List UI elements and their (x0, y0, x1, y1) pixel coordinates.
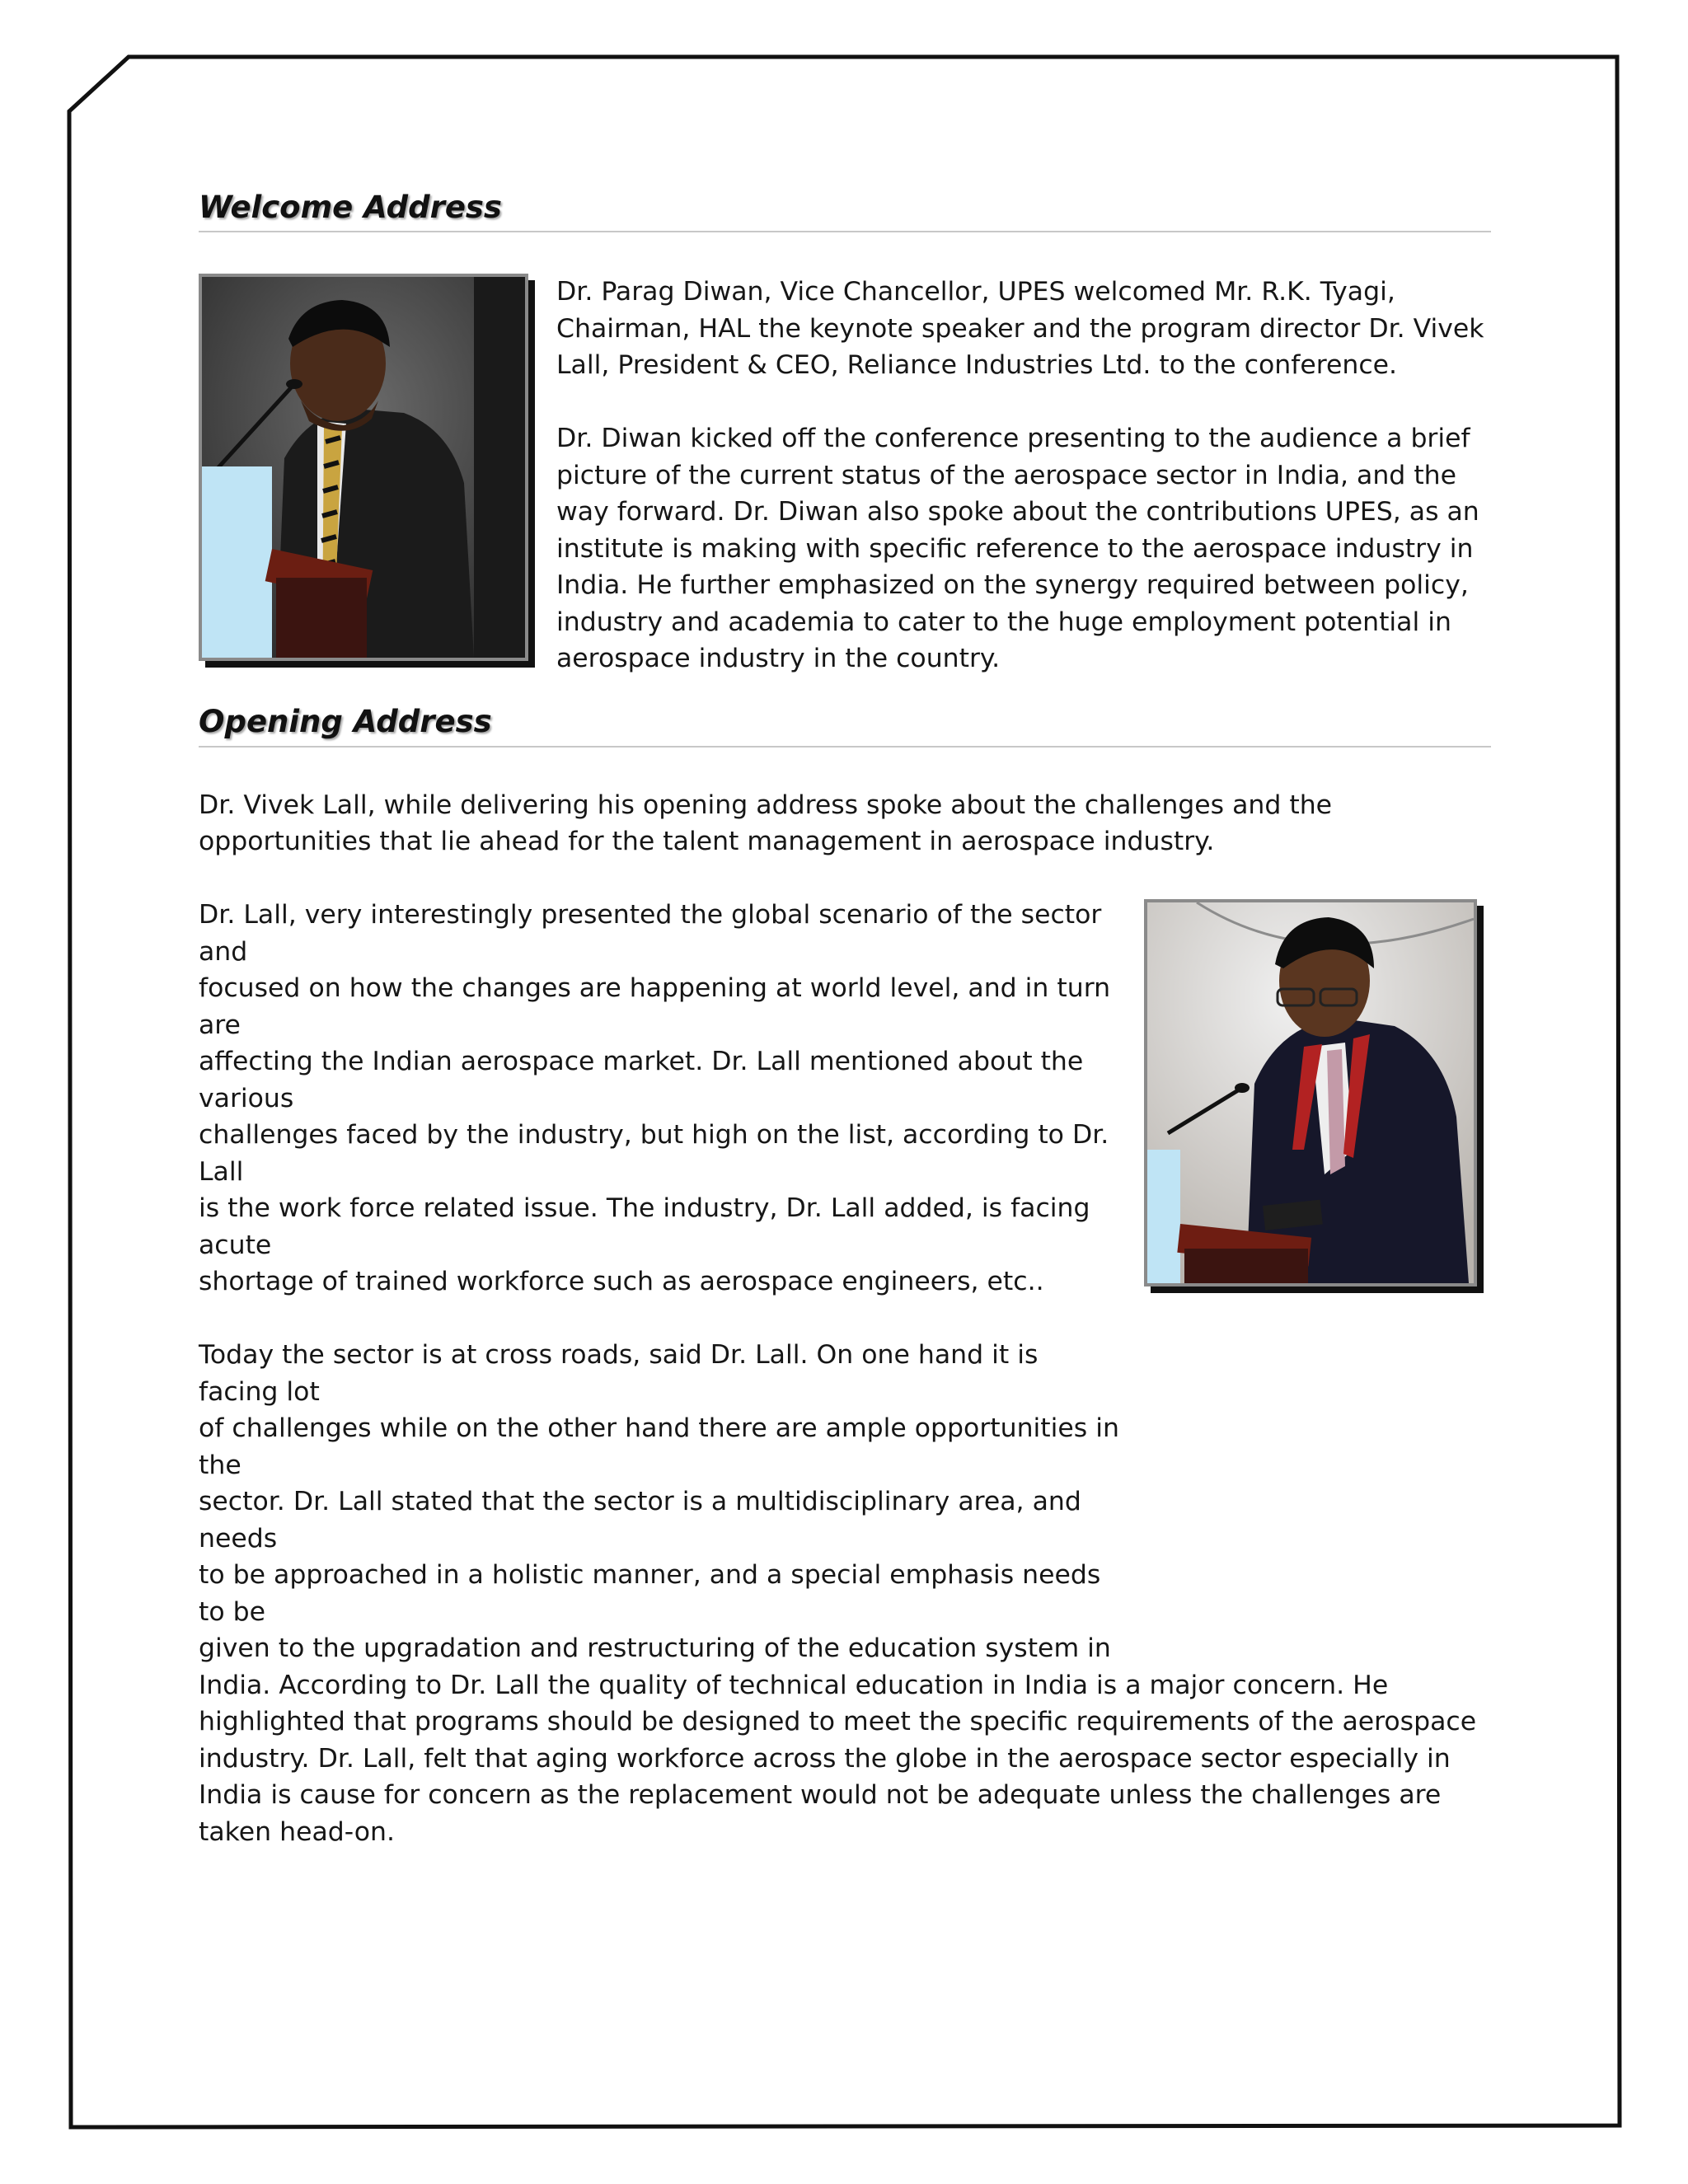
opening-p3-line: of challenges while on the other hand there are ample opportunities in the (199, 1413, 1119, 1480)
opening-p2-line: is the work force related issue. The industry, Dr. Lall added, is facing acute (199, 1193, 1090, 1260)
opening-p2-line: challenges faced by the industry, but high on the list, according to Dr. Lall (199, 1120, 1109, 1187)
lall-photo (1144, 899, 1477, 1286)
speaker-photo-icon (202, 277, 525, 658)
welcome-section (199, 274, 1491, 674)
speaker-photo-icon (1147, 902, 1474, 1283)
opening-p2-line: focused on how the changes are happening at world level, and in turn are (199, 973, 1111, 1040)
opening-intro-paragraph: Dr. Vivek Lall, while delivering his opening address spoke about the challenges and the opportunities that lie ahead for the talent management in aerospace industry. (199, 790, 1333, 857)
welcome-text (556, 274, 1491, 677)
opening-p2-line: affecting the Indian aerospace market. Dr. Lall mentioned about the various (199, 1047, 1084, 1113)
welcome-paragraph-2: Dr. Diwan kicked off the conference presenting to the audience a brief picture of the current status of the aerospace sector in India, and the way forward. Dr. Diwan also spoke about the contributions UPES, as an institute is making with specific reference to the aerospace industry in India. He further emphasized on the synergy required between policy, industry and academia to cater to the huge employment potential in aerospace industry in the country. (556, 424, 1479, 674)
opening-p3-line: sector. Dr. Lall stated that the sector is a multidisciplinary area, and needs (199, 1487, 1081, 1554)
opening-p3-line: given to the upgradation and restructuring of the education system in (199, 1633, 1111, 1664)
diwan-photo (199, 274, 528, 661)
welcome-paragraph-1: Dr. Parag Diwan, Vice Chancellor, UPES welcomed Mr. R.K. Tyagi, Chairman, HAL the keynote speaker and the program director Dr. Vivek Lall, President & CEO, Reliance Industries Ltd. to the conference. (556, 277, 1484, 381)
opening-p2-line: Dr. Lall, very interestingly presented the global scenario of the sector and (199, 900, 1102, 967)
opening-p3-line: Today the sector is at cross roads, said Dr. Lall. On one hand it is facing lot (199, 1340, 1039, 1407)
opening-paragraph-2 (199, 897, 1122, 1301)
opening-paragraph-3-continued: India. According to Dr. Lall the quality of technical education in India is a major concern. He highlighted that programs should be designed to meet the specific requirements of the aerospace industry. Dr. Lall, felt that aging workforce across the globe in the aerospace sector especially in India is cause for concern as the replacement would not be adequate unless the challenges are taken head-on. (199, 1670, 1477, 1847)
opening-section (199, 897, 1491, 1850)
opening-p2-line: shortage of trained workforce such as aerospace engineers, etc.. (199, 1267, 1044, 1297)
welcome-heading: Welcome Address (199, 190, 1491, 232)
opening-p3-line: to be approached in a holistic manner, and a special emphasis needs to be (199, 1560, 1101, 1627)
opening-heading: Opening Address (199, 704, 1491, 747)
opening-paragraph-3 (199, 1337, 1122, 1667)
page-content (199, 190, 1491, 1850)
